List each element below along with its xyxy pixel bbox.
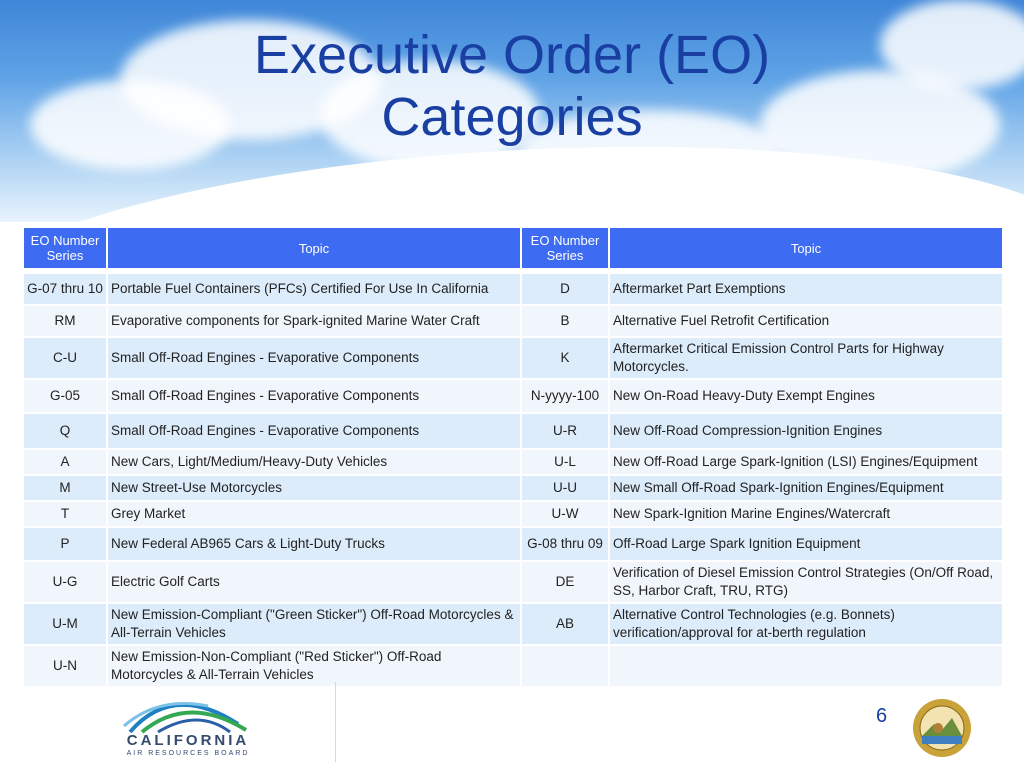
topic-cell: Portable Fuel Containers (PFCs) Certified For Use In California	[108, 274, 520, 304]
eo-series-cell: P	[24, 528, 106, 560]
topic-cell: New Small Off-Road Spark-Ignition Engines/Equipment	[610, 476, 1002, 500]
topic-cell: Alternative Fuel Retrofit Certification	[610, 306, 1002, 336]
topic-cell: New Emission-Non-Compliant ("Red Sticker") Off-Road Motorcycles & All-Terrain Vehicles	[108, 646, 520, 686]
topic-cell	[610, 646, 1002, 686]
table-row	[24, 306, 1002, 336]
eo-series-cell: M	[24, 476, 106, 500]
eo-series-cell: U-R	[522, 414, 608, 448]
eo-series-cell: K	[522, 338, 608, 378]
eo-series-cell: DE	[522, 562, 608, 602]
eo-series-cell: U-M	[24, 604, 106, 644]
topic-cell: New Spark-Ignition Marine Engines/Watercraft	[610, 502, 1002, 526]
header-eo-series-2: EO Number Series	[522, 228, 608, 268]
topic-cell: Aftermarket Part Exemptions	[610, 274, 1002, 304]
california-state-seal-icon	[912, 698, 972, 758]
eo-series-cell	[522, 646, 608, 686]
topic-cell: Aftermarket Critical Emission Control Parts for Highway Motorcycles.	[610, 338, 1002, 378]
carb-arc-logo-icon	[118, 690, 258, 760]
eo-series-cell: U-G	[24, 562, 106, 602]
eo-categories-table	[22, 226, 1002, 688]
topic-cell: Alternative Control Technologies (e.g. Bonnets) verification/approval for at-berth regulation	[610, 604, 1002, 644]
table-row	[24, 338, 1002, 378]
table-row	[24, 380, 1002, 412]
topic-cell: Verification of Diesel Emission Control Strategies (On/Off Road, SS, Harbor Craft, TRU, RTG)	[610, 562, 1002, 602]
topic-cell: Off-Road Large Spark Ignition Equipment	[610, 528, 1002, 560]
topic-cell: New Cars, Light/Medium/Heavy-Duty Vehicles	[108, 450, 520, 474]
eo-series-cell: C-U	[24, 338, 106, 378]
slide-title	[0, 24, 1024, 148]
topic-cell: New Emission-Compliant ("Green Sticker") Off-Road Motorcycles & All-Terrain Vehicles	[108, 604, 520, 644]
eo-series-cell: U-W	[522, 502, 608, 526]
topic-cell: Grey Market	[108, 502, 520, 526]
topic-cell: New Street-Use Motorcycles	[108, 476, 520, 500]
eo-series-cell: U-U	[522, 476, 608, 500]
eo-series-cell: B	[522, 306, 608, 336]
eo-series-cell: U-N	[24, 646, 106, 686]
topic-cell: New On-Road Heavy-Duty Exempt Engines	[610, 380, 1002, 412]
eo-series-cell: N-yyyy-100	[522, 380, 608, 412]
page-number: 6	[876, 705, 888, 727]
header-topic-1: Topic	[108, 228, 520, 268]
eo-series-cell: A	[24, 450, 106, 474]
topic-cell: New Off-Road Large Spark-Ignition (LSI) Engines/Equipment	[610, 450, 1002, 474]
topic-cell: Electric Golf Carts	[108, 562, 520, 602]
eo-series-cell: D	[522, 274, 608, 304]
eo-series-cell: G-05	[24, 380, 106, 412]
eo-series-cell: Q	[24, 414, 106, 448]
slide-title-text: Executive Order (EO) Categories	[253, 25, 771, 147]
topic-cell: New Federal AB965 Cars & Light-Duty Trucks	[108, 528, 520, 560]
table-row	[24, 528, 1002, 560]
table-row	[24, 450, 1002, 474]
topic-cell: Small Off-Road Engines - Evaporative Components	[108, 338, 520, 378]
table-row	[24, 274, 1002, 304]
eo-series-cell: RM	[24, 306, 106, 336]
header-eo-series-1: EO Number Series	[24, 228, 106, 268]
eo-series-cell: T	[24, 502, 106, 526]
table-row	[24, 646, 1002, 686]
logo-text-arb: AIR RESOURCES BOARD	[126, 750, 250, 757]
eo-series-cell: U-L	[522, 450, 608, 474]
table-row	[24, 502, 1002, 526]
table-row	[24, 604, 1002, 644]
footer-divider	[335, 682, 336, 762]
table-header-row	[24, 228, 1002, 268]
eo-series-cell: AB	[522, 604, 608, 644]
table-row	[24, 476, 1002, 500]
eo-series-cell: G-07 thru 10	[24, 274, 106, 304]
topic-cell: Evaporative components for Spark-ignited Marine Water Craft	[108, 306, 520, 336]
topic-cell: Small Off-Road Engines - Evaporative Components	[108, 380, 520, 412]
topic-cell: New Off-Road Compression-Ignition Engines	[610, 414, 1002, 448]
logo-text-california: CALIFORNIA	[126, 732, 250, 749]
table-row	[24, 562, 1002, 602]
topic-cell: Small Off-Road Engines - Evaporative Components	[108, 414, 520, 448]
header-topic-2: Topic	[610, 228, 1002, 268]
table-row	[24, 414, 1002, 448]
eo-series-cell: G-08 thru 09	[522, 528, 608, 560]
